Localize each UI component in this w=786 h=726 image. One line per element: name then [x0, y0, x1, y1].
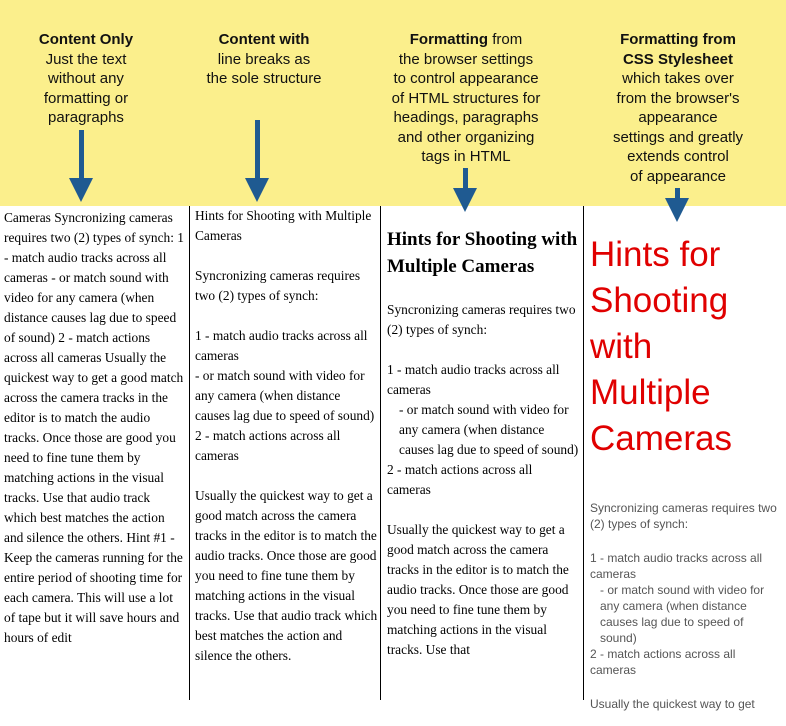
header-title: Content Only	[38, 31, 134, 48]
list-item: 1 - match audio tracks across all cameras	[195, 328, 368, 363]
heading: Hints for Shooting with Multiple Cameras	[590, 235, 732, 458]
list-item: 2 - match actions across all cameras	[387, 462, 533, 497]
list-item: - or match sound with video for any camera (when distance causes lag due to speed of sound)	[600, 583, 765, 645]
header-content-linebreaks	[190, 30, 338, 89]
column-content-only	[4, 206, 186, 702]
header-desc: which takes over from the browser's appearance settings and greatly extends control of appearance	[612, 70, 744, 185]
header-title: Formatting from CSS Stylesheet	[620, 31, 736, 68]
list-item: 1 - match audio tracks across all cameras	[387, 362, 560, 397]
column-divider	[583, 206, 584, 700]
title-text: Hints for Shooting with Multiple Cameras	[195, 208, 372, 243]
column-divider	[380, 206, 381, 700]
plain-text: Cameras Syncronizing cameras requires two (2) types of synch: 1 - match audio tracks across all cameras - or match sound with video for any camera (when distance causes lag due to speed of sound) 2 - match actions across all cameras Usually the quickest way to get a good match across the camera tracks in the editor is to match the audio tracks. Once those are good you need to fine tune them by matching actions in the visual tracks. Use that audio track which best matches the action and silence the others. Hint #1 - Keep the cameras running for the entire period of shooting time for each camera. This will use a lot of tape but it will save hours and hours of edit	[4, 210, 184, 645]
paragraph: Syncronizing cameras requires two (2) types of synch:	[195, 268, 361, 303]
paragraph: Usually the quickest way to get a good match across the camera tracks in the editor is to match the audio tracks. Once those are good you need to fine tune them by matching actions in the visual tracks. Use that	[387, 522, 569, 657]
list-item: - or match sound with video for any camera (when distance causes lag due to speed of sound)	[399, 402, 579, 457]
header-formatting-browser	[384, 30, 548, 167]
list-item: 2 - match actions across all cameras	[195, 428, 341, 463]
header-desc: from the browser settings to control appearance of HTML structures for headings, paragraphs and other organizing tags in HTML	[391, 31, 541, 165]
paragraph: Usually the quickest way to get	[590, 697, 755, 711]
paragraph: Syncronizing cameras requires two (2) types of synch:	[590, 501, 777, 531]
header-title: Formatting	[409, 31, 489, 48]
column-browser-formatting	[387, 206, 579, 720]
column-css-formatting	[590, 206, 782, 726]
paragraph: Usually the quickest way to get a good match across the camera tracks in the editor is to match the audio tracks. Once those are good you need to fine tune them by matching actions in the visual tracks. Use that audio track which best matches the action and silence the others.	[195, 488, 378, 663]
list-item: 1 - match audio tracks across all cameras	[590, 551, 763, 581]
header-content-only	[10, 30, 162, 128]
heading: Hints for Shooting with Multiple Cameras	[387, 229, 578, 277]
column-divider	[189, 206, 190, 700]
list-item: - or match sound with video for any camera (when distance causes lag due to speed of sound)	[195, 368, 375, 423]
header-desc: Just the text without any formatting or paragraphs	[43, 50, 129, 126]
header-title: Content with	[218, 31, 310, 48]
list-item: 2 - match actions across all cameras	[590, 647, 736, 677]
header-formatting-css	[598, 30, 758, 186]
header-desc: line breaks as the sole structure	[206, 50, 322, 87]
column-line-breaks	[195, 206, 378, 700]
paragraph: Syncronizing cameras requires two (2) types of synch:	[387, 302, 576, 337]
